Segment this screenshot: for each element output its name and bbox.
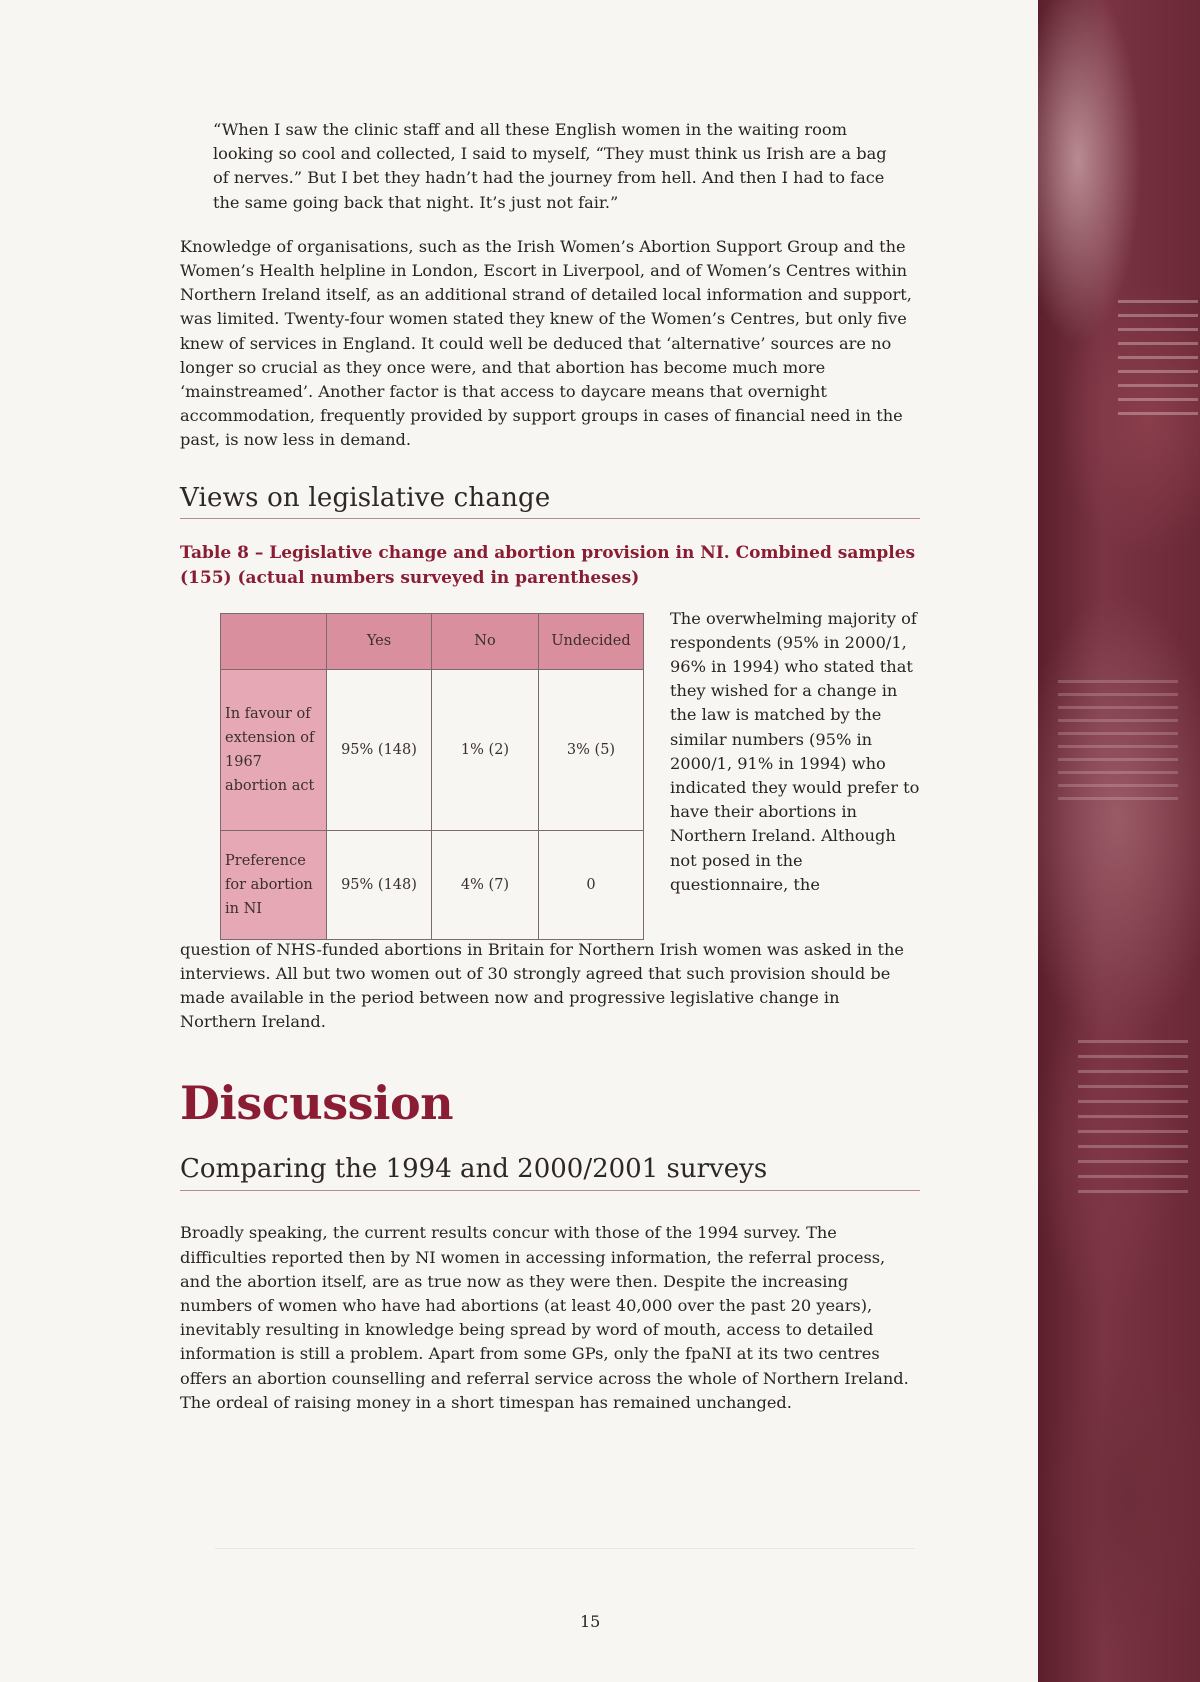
table-header-row [221,613,644,669]
cell-yes: 95% (148) [327,669,432,830]
discussion-heading: Discussion [180,1076,454,1131]
table-header-no: No [432,613,539,669]
table-header-corner [221,613,327,669]
interview-quote: “When I saw the clinic staff and all these English women in the waiting room looking so cool and collected, I said to myself, “They must think us Irish are a bag of nerves.” But I bet they hadn’t had the journey from hell. And then I had to face the same going back that night. It’s just not fair.” [213,120,887,212]
subheading-comparing-surveys: Comparing the 1994 and 2000/2001 surveys [180,1154,920,1191]
faint-footer-rule [215,1548,915,1549]
cell-undecided: 3% (5) [539,669,644,830]
row-label: Preference for abortion in NI [221,830,327,939]
body-paragraph-organisations: Knowledge of organisations, such as the Irish Women’s Abortion Support Group and the Women’s Health helpline in London, Escort in Liverpool, and of Women’s Centres within Northern Ireland itself, as an additional strand of detailed local information and support, was limited. Twenty-four women stated they knew of the Women’s Centres, but only five knew of services in England. It could well be deduced that ‘alternative’ sources are no longer so crucial as they once were, and that abortion has become much more ‘mainstreamed’. Another factor is that access to daycare means that overnight accommodation, frequently provided by support groups in cases of financial need in the past, is now less in demand. [180,236,912,450]
legislative-change-table [220,613,644,940]
cell-undecided: 0 [539,830,644,939]
decorative-photo-strip [1038,0,1200,1682]
page-number: 15 [580,1612,601,1631]
cell-no: 4% (7) [432,830,539,939]
photo-text-texture [1118,300,1198,420]
photo-text-texture [1058,680,1178,800]
table-title: Table 8 – Legislative change and abortion provision in NI. Combined samples (155) (actual numbers surveyed in parentheses) [180,542,916,588]
table-header-undecided: Undecided [539,613,644,669]
body-paragraph-nhs-funding: question of NHS-funded abortions in Britain for Northern Irish women was asked in the interviews. All but two women out of 30 strongly agreed that such provision should be made available in the period between now and progressive legislative change in Northern Ireland. [180,939,904,1032]
table-section [180,608,920,938]
table-header-yes: Yes [327,613,432,669]
cell-yes: 95% (148) [327,830,432,939]
row-label: In favour of extension of 1967 abortion act [221,669,327,830]
cell-no: 1% (2) [432,669,539,830]
table-row [221,669,644,830]
section-heading-legislative-change: Views on legislative change [180,483,920,519]
body-paragraph-comparison: Broadly speaking, the current results concur with those of the 1994 survey. The difficulties reported then by NI women in accessing information, the referral process, and the abortion itself, are as true now as they were then. Despite the increasing numbers of women who have had abortions (at least 40,000 over the past 20 years), inevitably resulting in knowledge being spread by word of mouth, access to detailed information is still a problem. Apart from some GPs, only the fpaNI at its two centres offers an abortion counselling and referral service across the whole of Northern Ireland. The ordeal of raising money in a short timespan has remained unchanged. [180,1223,909,1412]
page-content [180,118,920,1415]
table-row [221,830,644,939]
table-side-text: The overwhelming majority of respondents (95% in 2000/1, 96% in 1994) who stated that they wished for a change in the law is matched by the similar numbers (95% in 2000/1, 91% in 1994) who indicated they would prefer to have their abortions in Northern Ireland. Although not posed in the questionnaire, the [670,608,920,894]
photo-text-texture [1078,1040,1188,1200]
